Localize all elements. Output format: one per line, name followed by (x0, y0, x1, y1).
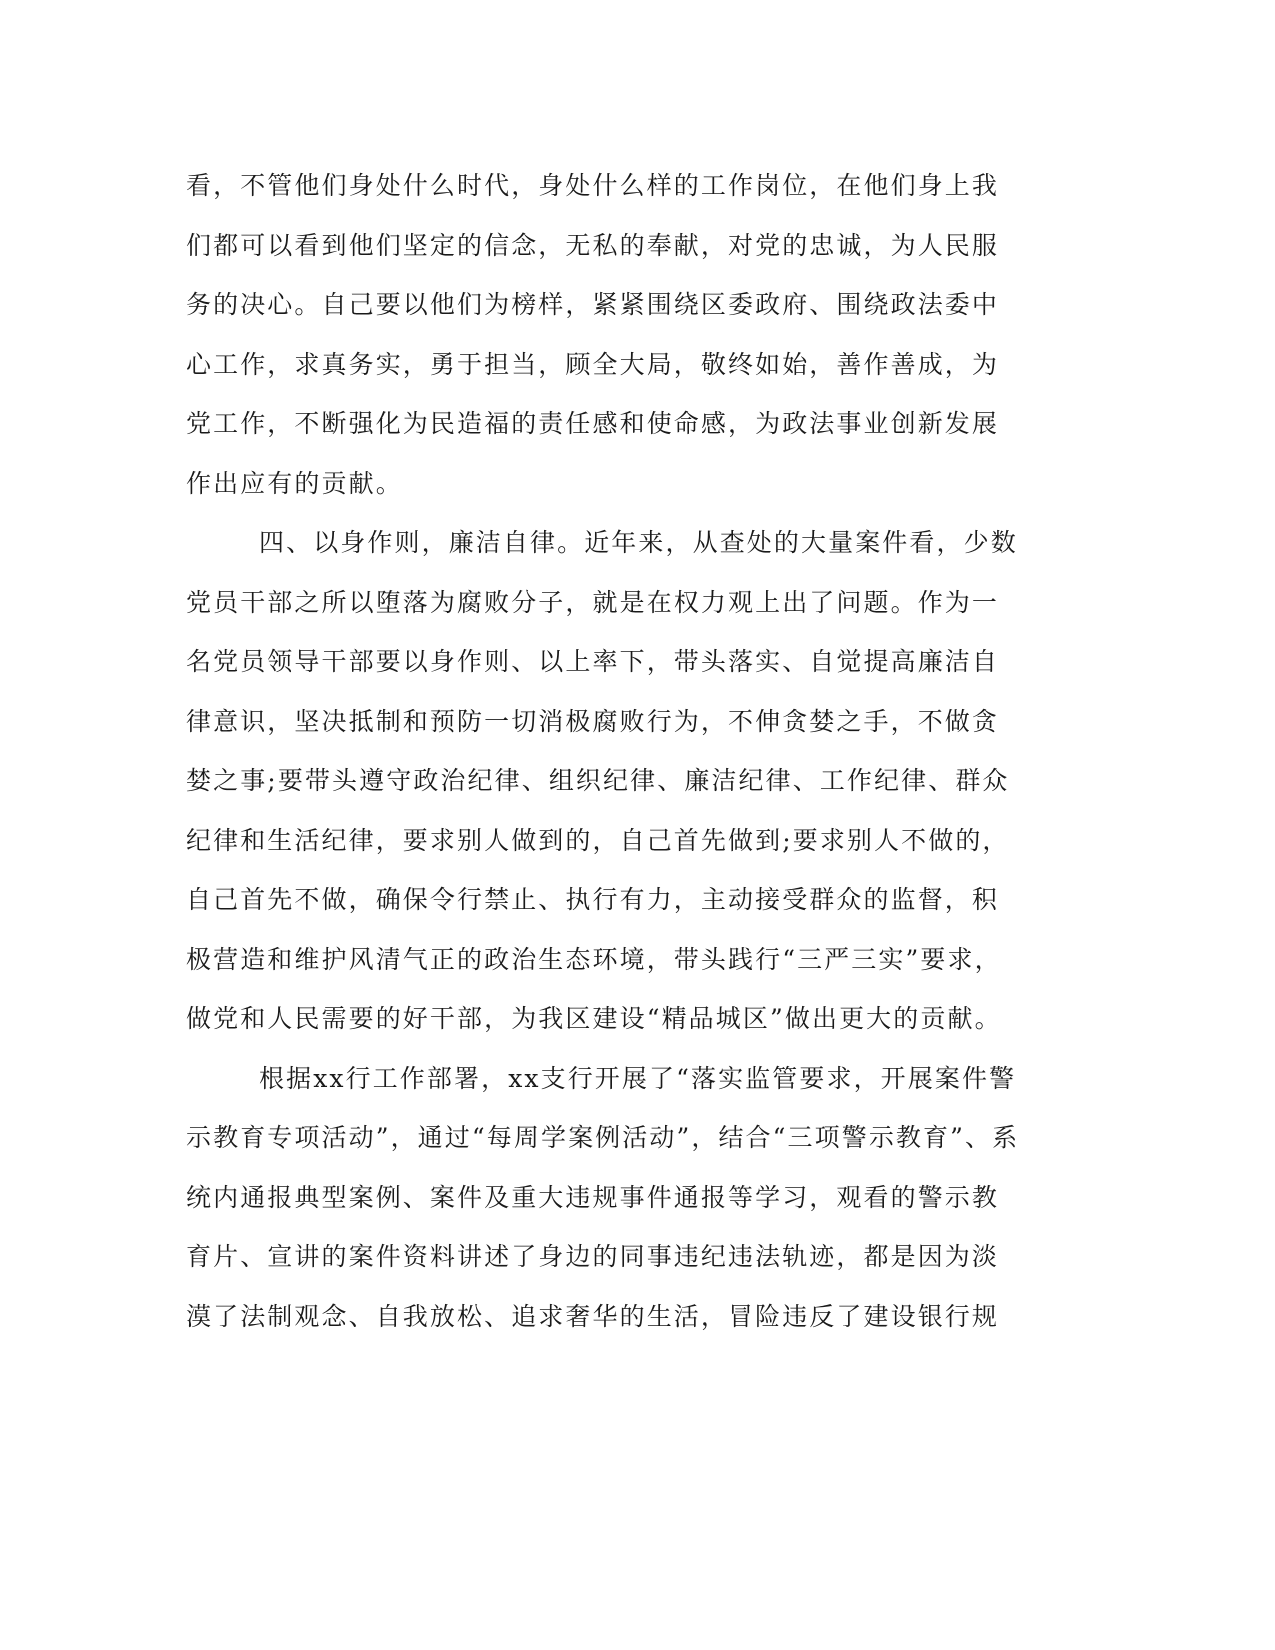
paragraph-line: 四、以身作则，廉洁自律。近年来，从查处的大量案件看，少数 (259, 528, 1018, 557)
paragraph-line: 根据xx行工作部署，xx支行开展了“落实监管要求，开展案件警 (259, 1063, 1017, 1093)
paragraph-line: 心工作，求真务实，勇于担当，顾全大局，敬终如始，善作善成，为 (186, 349, 1000, 379)
paragraph-line: 务的决心。自己要以他们为榜样，紧紧围绕区委政府、围绕政法委中 (186, 290, 1000, 319)
paragraph-line: 育片、宣讲的案件资料讲述了身边的同事违纪违法轨迹，都是因为淡 (186, 1242, 1000, 1271)
paragraph-line: 自己首先不做，确保令行禁止、执行有力，主动接受群众的监督，积 (186, 885, 1000, 914)
paragraph-line: 统内通报典型案例、案件及重大违规事件通报等学习，观看的警示教 (186, 1182, 1000, 1212)
paragraph-line: 党员干部之所以堕落为腐败分子，就是在权力观上出了问题。作为一 (186, 587, 1000, 617)
paragraph-1 (186, 156, 1066, 513)
paragraph-line: 纪律和生活纪律，要求别人做到的，自己首先做到;要求别人不做的， (186, 825, 1010, 855)
paragraph-line: 示教育专项活动”，通过“每周学案例活动”，结合“三项警示教育”、系 (186, 1123, 1020, 1152)
paragraph-line: 作出应有的贡献。 (186, 468, 403, 498)
paragraph-line: 名党员领导干部要以身作则、以上率下，带头落实、自觉提高廉洁自 (186, 647, 1000, 676)
paragraph-line: 党工作，不断强化为民造福的责任感和使命感，为政法事业创新发展 (186, 409, 1000, 438)
document-body (186, 156, 1066, 1346)
paragraph-2 (186, 513, 1066, 1049)
paragraph-3 (186, 1049, 1066, 1347)
paragraph-line: 做党和人民需要的好干部，为我区建设“精品城区”做出更大的贡献。 (186, 1004, 1002, 1033)
paragraph-line: 看，不管他们身处什么时代，身处什么样的工作岗位，在他们身上我 (186, 171, 1000, 200)
paragraph-line: 们都可以看到他们坚定的信念，无私的奉献，对党的忠诚，为人民服 (186, 230, 1000, 260)
paragraph-line: 极营造和维护风清气正的政治生态环境，带头践行“三严三实”要求， (186, 944, 1002, 974)
paragraph-line: 漠了法制观念、自我放松、追求奢华的生活，冒险违反了建设银行规 (186, 1301, 1000, 1331)
paragraph-line: 律意识，坚决抵制和预防一切消极腐败行为，不伸贪婪之手，不做贪 (186, 706, 1000, 736)
paragraph-line: 婪之事;要带头遵守政治纪律、组织纪律、廉洁纪律、工作纪律、群众 (186, 766, 1010, 795)
